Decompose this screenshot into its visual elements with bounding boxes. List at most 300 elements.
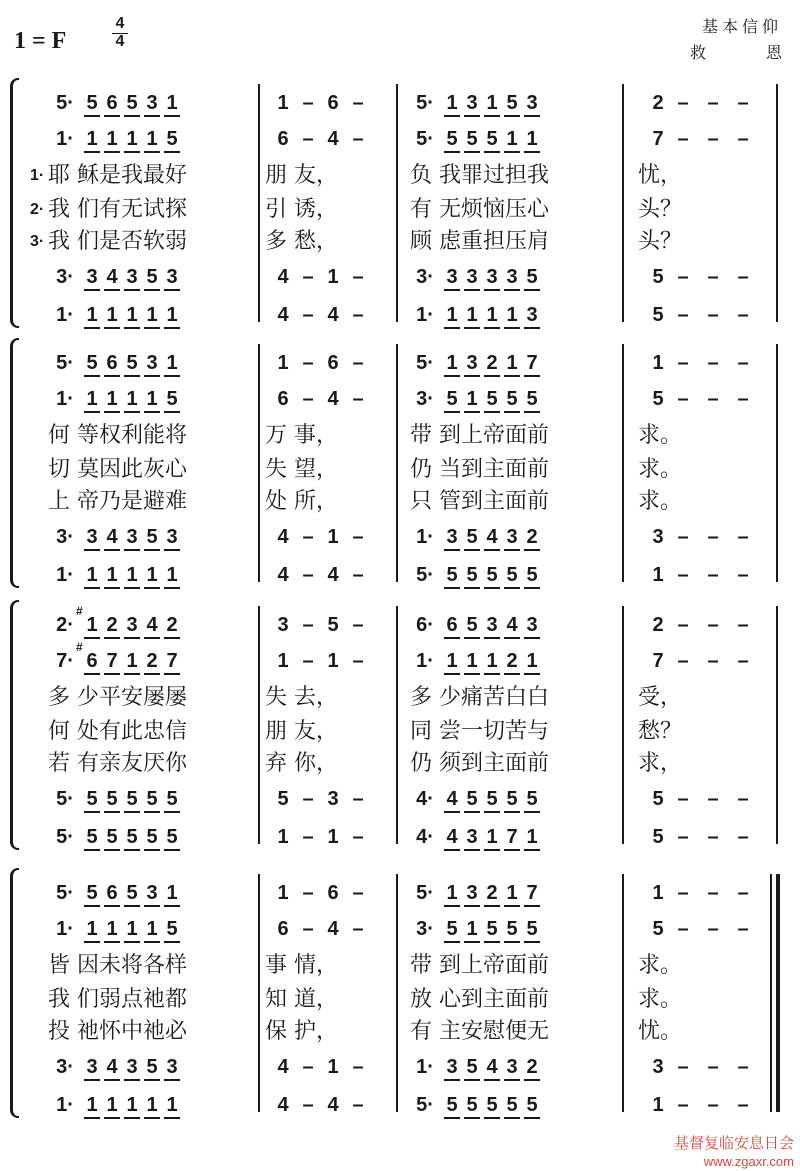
measure <box>410 522 544 552</box>
system-bracket <box>10 338 19 588</box>
note: 1 <box>277 826 289 848</box>
note: # 1 <box>84 613 100 639</box>
note: 5 <box>484 917 500 943</box>
note: 3 <box>144 881 160 907</box>
note: 3 <box>84 265 100 291</box>
note: 5 <box>84 825 100 851</box>
note: 2 <box>484 881 500 907</box>
measure <box>275 646 375 676</box>
note: – <box>302 1056 314 1078</box>
note: 5 <box>444 1093 460 1119</box>
note: – <box>352 918 364 940</box>
note: 1 <box>277 352 289 374</box>
note: 3 <box>277 614 289 636</box>
note: 1 <box>524 127 540 153</box>
note: 1 <box>277 650 289 672</box>
note: 5 <box>652 918 664 940</box>
lyric-phrase: 带 到上帝面前 <box>410 953 549 978</box>
barline <box>776 874 780 1112</box>
note: 5 <box>484 787 500 813</box>
note: 1· <box>56 918 74 940</box>
measure <box>50 822 184 852</box>
note: 4 <box>327 388 339 410</box>
note: 5 <box>277 788 289 810</box>
note: 1 <box>464 303 480 329</box>
measure <box>275 822 375 852</box>
measure <box>275 878 375 908</box>
lyric-phrase: 有 主安慰便无 <box>410 1019 549 1044</box>
note: – <box>737 882 749 904</box>
note: – <box>707 564 719 586</box>
note: – <box>737 92 749 114</box>
note: 1 <box>444 91 460 117</box>
measure <box>275 88 375 118</box>
note: 1 <box>124 387 140 413</box>
note: – <box>707 92 719 114</box>
measure <box>650 522 760 552</box>
measure <box>650 560 760 590</box>
note: – <box>737 650 749 672</box>
verse-number: 3· <box>30 233 45 250</box>
measure <box>50 560 184 590</box>
note: – <box>737 614 749 636</box>
note: 1 <box>164 91 180 117</box>
note: 1 <box>104 1093 120 1119</box>
note: 1 <box>124 649 140 675</box>
note: 3· <box>416 918 434 940</box>
note: 6 <box>104 351 120 377</box>
lyric-phrase: 受， <box>638 685 683 710</box>
note: – <box>707 352 719 374</box>
measure <box>50 300 184 330</box>
note: 6 <box>104 881 120 907</box>
lyric-phrase: 带 到上帝面前 <box>410 423 549 448</box>
note: – <box>352 826 364 848</box>
barline <box>622 606 624 844</box>
note: – <box>302 650 314 672</box>
note: 4 <box>144 613 160 639</box>
note: 1 <box>124 917 140 943</box>
note: – <box>677 304 689 326</box>
note: 5 <box>484 387 500 413</box>
note: 5 <box>464 127 480 153</box>
note: 5 <box>524 1093 540 1119</box>
note: 5 <box>84 881 100 907</box>
note: 1 <box>652 882 664 904</box>
note: 1 <box>327 650 339 672</box>
note: – <box>707 788 719 810</box>
note: 5· <box>56 352 74 374</box>
note: 4 <box>444 787 460 813</box>
measure <box>50 88 184 118</box>
barline <box>396 344 398 582</box>
note: – <box>302 1094 314 1116</box>
note: 1 <box>504 351 520 377</box>
lyric-phrase: 头？ <box>638 197 683 222</box>
note: 5 <box>144 265 160 291</box>
sharp-sign: # <box>76 640 83 654</box>
note: 3· <box>56 266 74 288</box>
lyric-phrase: 愁？ <box>638 719 683 744</box>
note: 5 <box>524 265 540 291</box>
note: – <box>737 826 749 848</box>
note: 1 <box>464 649 480 675</box>
measure <box>50 640 184 676</box>
score-system <box>0 868 800 1118</box>
measure <box>275 262 375 292</box>
barline <box>258 606 260 844</box>
note: 3 <box>327 788 339 810</box>
lyric-phrase: 弃 你， <box>265 751 338 776</box>
note: 6 <box>277 388 289 410</box>
note: 6· <box>416 614 434 636</box>
measure <box>275 560 375 590</box>
note: – <box>302 128 314 150</box>
note: 1 <box>124 303 140 329</box>
note: 5 <box>484 1093 500 1119</box>
note: – <box>352 266 364 288</box>
note: – <box>677 352 689 374</box>
note: 1 <box>104 917 120 943</box>
note: 1 <box>652 564 664 586</box>
note: 4 <box>484 1055 500 1081</box>
note: – <box>302 788 314 810</box>
lyric-phrase: 处 所， <box>265 489 338 514</box>
note: 5 <box>484 127 500 153</box>
measure <box>50 262 184 292</box>
note: 1 <box>484 303 500 329</box>
note: 3 <box>524 303 540 329</box>
measure <box>650 1052 760 1082</box>
note: – <box>352 650 364 672</box>
note: 1 <box>504 881 520 907</box>
lyric-phrase: 有 无烦恼压心 <box>410 197 549 222</box>
measure <box>410 124 544 154</box>
note: 3 <box>164 525 180 551</box>
verse-number: 1· <box>30 167 45 184</box>
measure <box>410 914 544 944</box>
measure <box>410 878 544 908</box>
note: 3 <box>652 1056 664 1078</box>
note: – <box>737 352 749 374</box>
note: 5 <box>504 563 520 589</box>
note: 5 <box>484 563 500 589</box>
watermark-url: www.zgaxr.com <box>703 1154 794 1169</box>
note: 1 <box>144 387 160 413</box>
note: – <box>302 304 314 326</box>
note: 1 <box>164 563 180 589</box>
note: 3 <box>444 525 460 551</box>
note: 3 <box>164 1055 180 1081</box>
lyric-phrase: 多 少平安屡屡 <box>48 685 187 710</box>
lyric-phrase: 我 们是否软弱 <box>48 229 187 254</box>
measure <box>275 124 375 154</box>
note: – <box>352 304 364 326</box>
note: 2 <box>504 649 520 675</box>
note: 7 <box>652 128 664 150</box>
note: – <box>352 614 364 636</box>
note: 6 <box>327 352 339 374</box>
lyric-phrase: 多 愁， <box>265 229 338 254</box>
note: 5 <box>144 787 160 813</box>
note: 3 <box>652 526 664 548</box>
time-signature <box>112 16 128 50</box>
note: 7 <box>524 351 540 377</box>
note: 7 <box>524 881 540 907</box>
note: – <box>677 128 689 150</box>
note: 4 <box>277 304 289 326</box>
note: 1 <box>84 387 100 413</box>
note: 5 <box>464 525 480 551</box>
note: 5 <box>464 1055 480 1081</box>
note: 5 <box>504 1093 520 1119</box>
note: 2 <box>652 614 664 636</box>
lyric-phrase: 耶 稣是我最好 <box>48 163 187 188</box>
note: – <box>737 1094 749 1116</box>
barline <box>776 84 778 322</box>
note: 1 <box>84 917 100 943</box>
note: – <box>737 266 749 288</box>
note: 3 <box>484 613 500 639</box>
note: – <box>352 882 364 904</box>
note: 5 <box>444 127 460 153</box>
measure <box>50 348 184 378</box>
note: 5 <box>504 917 520 943</box>
note: 5 <box>144 825 160 851</box>
note: 1 <box>504 127 520 153</box>
lyric-phrase: 何 等权利能将 <box>48 423 187 448</box>
lyric-phrase: 投 祂怀中祂必 <box>48 1019 187 1044</box>
note: 3 <box>524 91 540 117</box>
note: – <box>707 614 719 636</box>
note: 1 <box>144 563 160 589</box>
note: 6 <box>327 92 339 114</box>
note: – <box>737 1056 749 1078</box>
note: 1 <box>84 303 100 329</box>
note: 4 <box>104 265 120 291</box>
note: 1 <box>84 1093 100 1119</box>
note: – <box>707 918 719 940</box>
note: 1· <box>56 564 74 586</box>
watermark-text: 基督复临安息日会 <box>673 1134 794 1152</box>
note: – <box>352 1056 364 1078</box>
note: – <box>302 352 314 374</box>
note: – <box>677 826 689 848</box>
lyric-phrase: 忧， <box>638 163 683 188</box>
note: 5 <box>444 387 460 413</box>
note: 1 <box>524 825 540 851</box>
measure <box>50 784 184 814</box>
lyric-phrase: 何 处有此忠信 <box>48 719 187 744</box>
hymn-category: 基本信仰 <box>701 17 782 36</box>
lyric-phrase: 求。 <box>638 457 683 482</box>
note: 5· <box>56 788 74 810</box>
measure <box>275 300 375 330</box>
note: – <box>707 1094 719 1116</box>
lyric-phrase: 上 帝乃是避难 <box>48 489 187 514</box>
measure <box>650 124 760 154</box>
note: 5 <box>444 563 460 589</box>
note: – <box>737 564 749 586</box>
note: 1 <box>164 881 180 907</box>
note: 1 <box>327 266 339 288</box>
lyric-phrase: 多 少痛苦白白 <box>410 685 549 710</box>
note: – <box>677 788 689 810</box>
note: 5 <box>124 787 140 813</box>
note: 7 <box>504 825 520 851</box>
note: 1 <box>277 882 289 904</box>
note: 5 <box>124 881 140 907</box>
note: – <box>707 266 719 288</box>
note: 4 <box>327 304 339 326</box>
note: – <box>707 526 719 548</box>
note: 5 <box>652 304 664 326</box>
measure <box>50 1090 184 1120</box>
lyric-phrase: 仍 当到主面前 <box>410 457 549 482</box>
note: 5· <box>56 882 74 904</box>
measure <box>650 822 760 852</box>
note: – <box>677 92 689 114</box>
measure <box>275 914 375 944</box>
measure <box>275 348 375 378</box>
note: – <box>737 388 749 410</box>
score-system <box>0 338 800 588</box>
note: 3 <box>504 525 520 551</box>
note: 4 <box>104 1055 120 1081</box>
barline <box>396 606 398 844</box>
sharp-sign: # <box>76 604 83 618</box>
note: 4 <box>504 613 520 639</box>
lyric-phrase: 顾 虑重担压肩 <box>410 229 549 254</box>
barline <box>396 84 398 322</box>
measure <box>50 1052 184 1082</box>
lyric-phrase: 若 有亲友厌你 <box>48 751 187 776</box>
note: – <box>352 564 364 586</box>
measure <box>410 822 544 852</box>
lyric-phrase: 切 莫因此灰心 <box>48 457 187 482</box>
note: – <box>302 266 314 288</box>
lyric-phrase: 我 们弱点祂都 <box>48 987 187 1012</box>
measure <box>650 1090 760 1120</box>
note: 4 <box>277 564 289 586</box>
note: 1 <box>652 352 664 374</box>
note: – <box>302 882 314 904</box>
note: 6 <box>444 613 460 639</box>
lyric-phrase: 仍 须到主面前 <box>410 751 549 776</box>
note: 4 <box>277 1094 289 1116</box>
note: 1· <box>416 1056 434 1078</box>
note: 4 <box>484 525 500 551</box>
measure <box>650 262 760 292</box>
note: 5 <box>124 825 140 851</box>
lyric-phrase: 求。 <box>638 423 683 448</box>
measure <box>410 1052 544 1082</box>
note: 3 <box>444 1055 460 1081</box>
note: 1 <box>144 127 160 153</box>
note: 5 <box>524 787 540 813</box>
lyric-phrase: 我 们有无试探 <box>48 197 187 222</box>
note: 5· <box>56 826 74 848</box>
note: 3· <box>56 1056 74 1078</box>
note: – <box>677 564 689 586</box>
note: 6 <box>104 91 120 117</box>
measure <box>650 784 760 814</box>
lyric-phrase: 只 管到主面前 <box>410 489 549 514</box>
note: 5· <box>56 92 74 114</box>
note: 1· <box>416 650 434 672</box>
note: – <box>302 564 314 586</box>
barline <box>258 874 260 1112</box>
measure <box>410 560 544 590</box>
barline <box>622 874 624 1112</box>
measure <box>410 784 544 814</box>
note: – <box>302 918 314 940</box>
note: 7 <box>164 649 180 675</box>
note: – <box>737 526 749 548</box>
note: 5 <box>164 127 180 153</box>
measure <box>275 1090 375 1120</box>
note: 5 <box>84 787 100 813</box>
note: – <box>302 526 314 548</box>
note: 5 <box>464 787 480 813</box>
note: 4· <box>416 826 434 848</box>
score-system <box>0 78 800 328</box>
note: – <box>677 614 689 636</box>
note: 4 <box>277 266 289 288</box>
note: 5 <box>524 917 540 943</box>
note: 3· <box>416 266 434 288</box>
measure <box>410 348 544 378</box>
hymn-title <box>690 40 782 63</box>
note: 4 <box>327 1094 339 1116</box>
measure <box>650 88 760 118</box>
note: 5 <box>104 825 120 851</box>
hymn-title-char-2: 恩 <box>765 43 782 62</box>
note: 2 <box>144 649 160 675</box>
note: 1 <box>144 303 160 329</box>
note: – <box>707 128 719 150</box>
lyric-phrase: 保 护， <box>265 1019 338 1044</box>
note: 5 <box>652 266 664 288</box>
measure <box>650 914 760 944</box>
measure <box>50 604 184 640</box>
lyric-phrase: 头？ <box>638 229 683 254</box>
lyric-phrase: 同 尝一切苦与 <box>410 719 549 744</box>
lyric-phrase: 求。 <box>638 953 683 978</box>
note: 3 <box>84 525 100 551</box>
note: 1 <box>327 526 339 548</box>
lyric-phrase: 忧。 <box>638 1019 683 1044</box>
note: 2 <box>524 525 540 551</box>
note: 4 <box>104 525 120 551</box>
note: 3 <box>464 825 480 851</box>
final-barline <box>770 874 772 1112</box>
system-bracket <box>10 868 19 1118</box>
note: 2· <box>56 614 74 636</box>
note: 4 <box>327 564 339 586</box>
measure <box>275 610 375 640</box>
note: 3· <box>56 526 74 548</box>
lyric-phrase: 皆 因未将各样 <box>48 953 187 978</box>
note: 5 <box>164 787 180 813</box>
note: 1 <box>277 92 289 114</box>
lyric-phrase: 朋 友， <box>265 163 338 188</box>
note: – <box>677 1094 689 1116</box>
note: 5 <box>124 91 140 117</box>
note: 1 <box>524 649 540 675</box>
note: 1 <box>327 1056 339 1078</box>
lyric-phrase: 求。 <box>638 987 683 1012</box>
